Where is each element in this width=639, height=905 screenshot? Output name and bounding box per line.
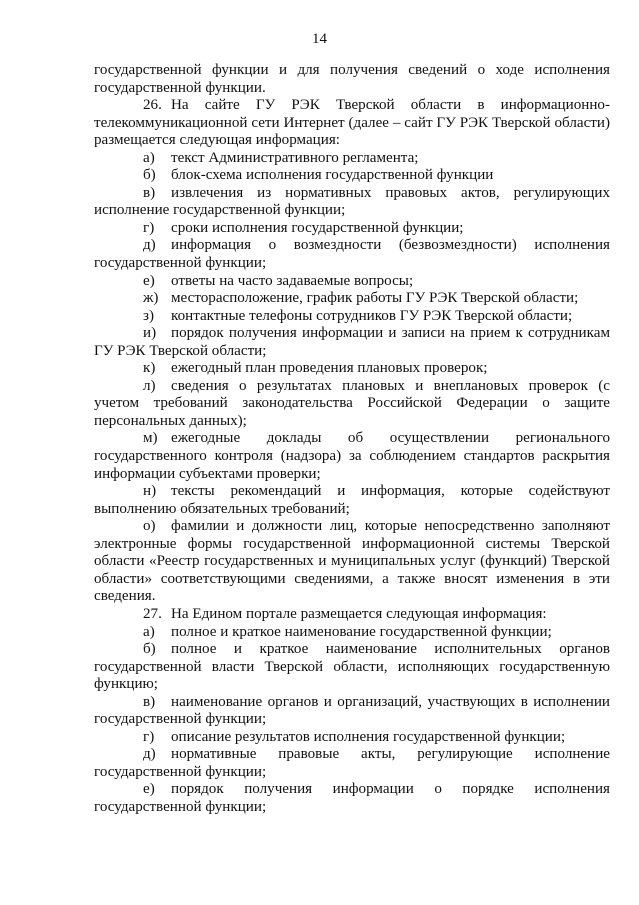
item-number: 26. bbox=[143, 97, 162, 114]
item-letter: ж) bbox=[143, 290, 159, 307]
item-text: полное и краткое наименование исполнительных органов государственной власти Тверской области, исполняющих государственную функцию; bbox=[94, 641, 610, 693]
item-letter: з) bbox=[143, 307, 154, 324]
item-letter: б) bbox=[143, 167, 156, 184]
list-item-26-z bbox=[94, 308, 610, 326]
item-text: ответы на часто задаваемые вопросы; bbox=[171, 272, 414, 289]
item-text: ежегодный план проведения плановых проверок; bbox=[171, 360, 488, 377]
item-letter: г) bbox=[143, 219, 155, 236]
paragraph-26 bbox=[94, 97, 610, 150]
list-item-26-e bbox=[94, 273, 610, 291]
list-item-26-i bbox=[94, 325, 610, 360]
list-item-26-l bbox=[94, 378, 610, 431]
item-text: порядок получения информации и записи на прием к сотрудникам ГУ РЭК Тверской области; bbox=[94, 325, 610, 359]
item-letter: д) bbox=[143, 746, 156, 763]
item-letter: б) bbox=[143, 641, 156, 658]
item-letter: к) bbox=[143, 360, 156, 377]
list-item-26-k bbox=[94, 360, 610, 378]
item-letter: и) bbox=[143, 325, 157, 342]
item-letter: а) bbox=[143, 149, 155, 166]
list-item-26-d bbox=[94, 237, 610, 272]
item-letter: а) bbox=[143, 623, 155, 640]
item-letter: о) bbox=[143, 518, 156, 535]
item-letter: е) bbox=[143, 781, 155, 798]
list-item-26-o bbox=[94, 518, 610, 606]
paragraph-continuation bbox=[94, 62, 610, 97]
item-text: тексты рекомендаций и информация, которые содействуют выполнению обязательных требований; bbox=[94, 483, 610, 517]
item-letter: г) bbox=[143, 728, 155, 745]
item-text: блок-схема исполнения государственной функции bbox=[171, 167, 494, 184]
page-number: 14 bbox=[312, 31, 327, 47]
item-letter: в) bbox=[143, 184, 156, 201]
list-item-26-v bbox=[94, 185, 610, 220]
list-item-26-a bbox=[94, 150, 610, 168]
item-letter: м) bbox=[143, 430, 158, 447]
item-text: полное и краткое наименование государственной функции; bbox=[171, 623, 552, 640]
item-text: сроки исполнения государственной функции; bbox=[171, 219, 464, 236]
paragraph-27 bbox=[94, 606, 610, 624]
item-letter: в) bbox=[143, 693, 156, 710]
item-text: наименование органов и организаций, участвующих в исполнении государственной функции; bbox=[94, 693, 610, 728]
list-item-26-n bbox=[94, 483, 610, 518]
item-letter: е) bbox=[143, 272, 155, 289]
paragraph-text: государственной функции и для получения сведений о ходе исполнения государственной функции. bbox=[94, 62, 610, 96]
list-item-27-b bbox=[94, 641, 610, 694]
item-text: описание результатов исполнения государственной функции; bbox=[171, 728, 566, 745]
list-item-27-a bbox=[94, 624, 610, 642]
item-text: нормативные правовые акты, регулирующие исполнение государственной функции; bbox=[94, 746, 610, 780]
list-item-26-g bbox=[94, 220, 610, 238]
item-letter: л) bbox=[143, 377, 156, 394]
document-body bbox=[94, 62, 610, 817]
item-number: 27. bbox=[143, 605, 162, 622]
paragraph-text: На сайте ГУ РЭК Тверской области в информационно-телекоммуникационной сети Интернет (далее – сайт ГУ РЭК Тверской области) размещается следующая информация: bbox=[94, 97, 610, 149]
item-text: фамилии и должности лиц, которые непосредственно заполняют электронные формы государственной информационной системы Тверской области «Реестр государственных и муниципальных услуг (функций) Тверской области» соответствующими сведениями, а также вносят изменения в эти сведения. bbox=[94, 518, 610, 605]
item-text: текст Административного регламента; bbox=[171, 149, 419, 166]
item-text: месторасположение, график работы ГУ РЭК Тверской области; bbox=[171, 290, 579, 307]
list-item-26-m bbox=[94, 430, 610, 483]
item-text: сведения о результатах плановых и внеплановых проверок (с учетом требований законодательства Российской Федерации о защите персональных данных); bbox=[94, 377, 610, 429]
item-letter: д) bbox=[143, 237, 156, 254]
item-text: ежегодные доклады об осуществлении регионального государственного контроля (надзора) за соблюдением стандартов раскрытия информации субъектами проверки; bbox=[94, 430, 610, 482]
list-item-27-e bbox=[94, 781, 610, 816]
item-text: информация о возмездности (безвозмездности) исполнения государственной функции; bbox=[94, 237, 610, 272]
item-text: порядок получения информации о порядке исполнения государственной функции; bbox=[94, 781, 610, 815]
item-letter: н) bbox=[143, 483, 157, 500]
list-item-27-g bbox=[94, 729, 610, 747]
item-text: контактные телефоны сотрудников ГУ РЭК Тверской области; bbox=[171, 307, 573, 324]
list-item-26-zh bbox=[94, 290, 610, 308]
list-item-27-v bbox=[94, 694, 610, 729]
paragraph-text: На Едином портале размещается следующая информация: bbox=[171, 605, 547, 622]
list-item-26-b bbox=[94, 167, 610, 185]
list-item-27-d bbox=[94, 746, 610, 781]
item-text: извлечения из нормативных правовых актов, регулирующих исполнение государственной функции; bbox=[94, 184, 610, 219]
